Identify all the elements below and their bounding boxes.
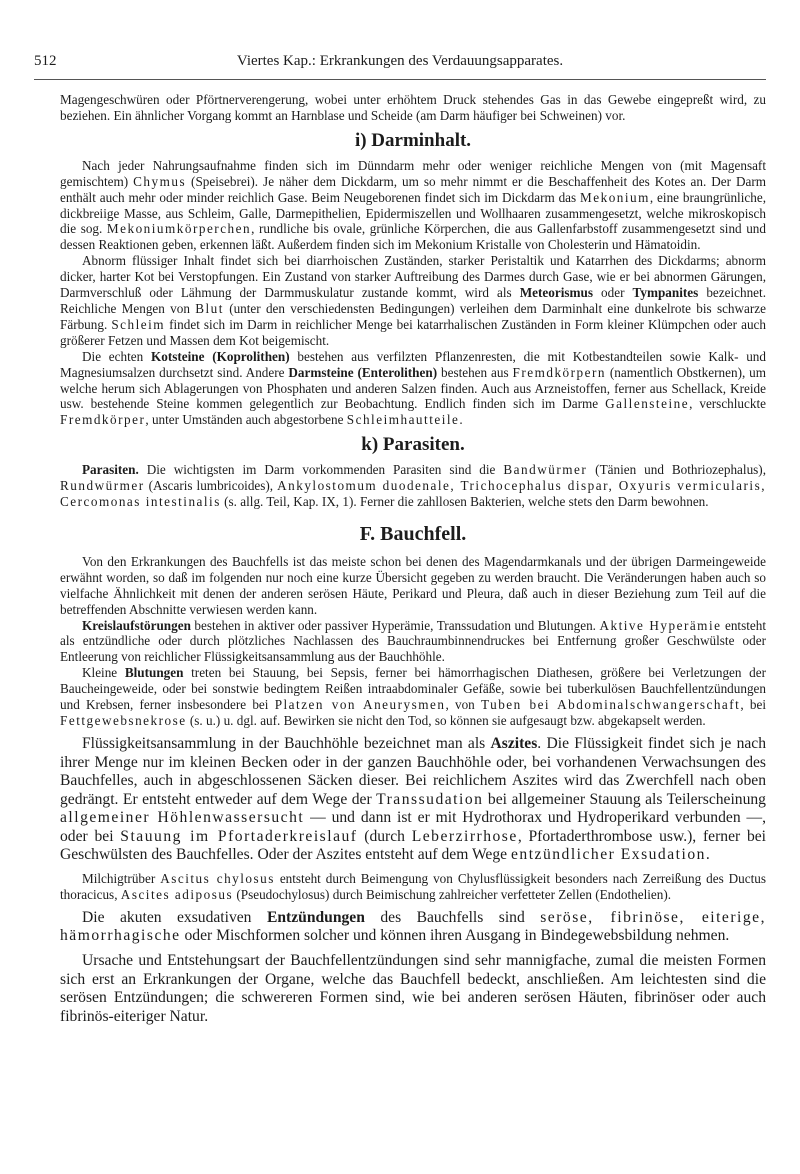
paragraph-abnorm: Abnorm flüssiger Inhalt findet sich bei diarrhoischen Zuständen, starker Peristaltik und Katarrhen des Dickdarms; abnorm dicker, harter Kot bei Verstopfungen. Ein Zustand von starker Auftreibung des Darmes durch Gase, wie er bei abnormen Gärungen, Darmverschluß oder Lähmung der Darmmuskulatur zustande kommt, wird als Meteorismus oder Tympanites bezeichnet. Reichliche Mengen von Blut (unter den verschiedensten Bedingungen) verleihen dem Darminhalt eine dunkelrote bis schwarze Färbung. Schleim findet sich im Darm in reichlicher Menge bei katarrhalischen Zuständen in Form kleiner Klümpchen oder auch größerer Fetzen und Massen dem Kot beigemischt.	[60, 253, 766, 348]
page-number: 512	[34, 53, 57, 69]
body-text	[60, 92, 766, 1026]
paragraph-chymus: Nach jeder Nahrungsaufnahme finden sich im Dünndarm mehr oder weniger reichliche Mengen von (mit Magensaft gemischtem) Chymus (Speisebrei). Je näher dem Dickdarm, um so mehr nimmt er die Beschaffenheit des Kotes an. Der Darm enthält auch mehr oder minder reichlich Gase. Beim Neugeborenen findet sich im Dickdarm das Mekonium, eine braungrünliche, dickbreiige Masse, aus Schleim, Galle, Darmepithelien, Epidermiszellen und Wollhaaren zusammengesetzt, welche mikroskopisch die sog. Mekoniumkörperchen, rundliche bis ovale, grünliche Körperchen, die aus Gallenfarbstoff zusammengesetzt sind und dessen Reaktionen geben, erkennen läßt. Außerdem finden sich im Mekonium Kristalle von Cholesterin und Hämatoidin.	[60, 157, 766, 253]
paragraph-ursache: Ursache und Entstehungsart der Bauchfellentzündungen sind sehr mannigfache, zumal die meisten Formen sich erst an Erkrankungen der Organe, welche das Bauchfell bedeckt, anschließen. Am leichtesten sind die serösen Entzündungen; die schwereren Formen sind, wie bei anderen serösen Häuten, fibrinöser oder auch fibrinös-eiteriger Natur.	[60, 952, 766, 1025]
paragraph-kreislauf: Kreislaufstörungen bestehen in aktiver oder passiver Hyperämie, Transsudation und Blutungen. Aktive Hyperämie entsteht als entzündliche oder durch plötzliches Nachlassen des Bauchraumbinnendruckes bei Entfernung großer Geschwülste oder Entleerung von reichlicher Flüssigkeitsansammlung aus der Bauchhöhle.	[60, 617, 766, 665]
paragraph-bauchfell-intro: Von den Erkrankungen des Bauchfells ist das meiste schon bei denen des Magendarmkanals und der übrigen Darmeingeweide erwähnt worden, so daß im folgenden nur noch eine kurze Übersicht gegeben zu werden braucht. Die Veränderungen haben auch so vielfache Ähnlichkeit mit denen der anderen serösen Häute, Perikard und Pleura, daß auch in dieser Beziehung zum Teil auf die betreffenden Abschnitte verwiesen werden kann.	[60, 553, 766, 617]
section-heading-darminhalt: i) Darminhalt.	[354, 129, 472, 151]
running-title: Viertes Kap.: Erkrankungen des Verdauungsapparates.	[236, 53, 564, 69]
paragraph-aszites: Flüssigkeitsansammlung in der Bauchhöhle bezeichnet man als Aszites. Die Flüssigkeit findet sich je nach ihrer Menge nur im kleinen Becken oder in der ganzen Bauchhöhle oder, bei vorhandenen Verwachsungen des Bauchfelles, auch in abgeschlossenen Säcken dieser. Bei reichlichem Aszites wird das Zwerchfell nach oben gedrängt. Er entsteht entweder auf dem Wege der Transsudation bei allgemeiner Stauung als Teilerscheinung allgemeiner Höhlenwassersucht — und dann ist er mit Hydrothorax und Hydroperikard verbunden —, oder bei Stauung im Pfortaderkreislauf (durch Leberzirrhose, Pfortaderthrombose usw.), ferner bei Geschwülsten des Bauchfelles. Oder der Aszites entsteht auf dem Wege entzündlicher Exsudation.	[60, 734, 767, 864]
paragraph-entzuendungen: Die akuten exsudativen Entzündungen des Bauchfells sind seröse, fibrinöse, eiterige, hämorrhagische oder Mischformen solcher und können ihren Ausgang in Bindegewebsbildung nehmen.	[60, 908, 766, 945]
running-head	[34, 53, 766, 73]
section-heading-parasiten: k) Parasiten.	[361, 434, 465, 456]
paragraph-chylosus: Milchigtrüber Ascitus chylosus entsteht durch Beimengung von Chylusflüssigkeit besonders nach Zerreißung des Ductus thoracicus, Ascites adiposus (Pseudochylosus) durch Beimischung zahlreicher verfetteter Zellen (Endothelien).	[60, 871, 767, 902]
paragraph-blutungen: Kleine Blutungen treten bei Stauung, bei Sepsis, ferner bei hämorrhagischen Diathesen, größere bei Verletzungen der Baucheingeweide, oder bei sonstwie bedingtem Reißen intraabdominaler Gefäße, sowie bei tuberkulösen Bauchfellentzündungen und Krebsen, ferner insbesondere bei Platzen von Aneurysmen, von Tuben bei Abdominalschwangerschaft, bei Fettgewebsnekrose (s. u.) u. dgl. auf. Bewirken sie nicht den Tod, so können sie aufgesaugt bzw. abgekapselt werden.	[60, 665, 766, 728]
header-rule	[34, 79, 766, 80]
chapter-heading-bauchfell: F. Bauchfell.	[359, 522, 467, 545]
paragraph-kotsteine: Die echten Kotsteine (Koprolithen) bestehen aus verfilzten Pflanzenresten, die mit Kotbestandteilen sowie Kalk- und Magnesiumsalzen durchsetzt sind. Andere Darmsteine (Enterolithen) bestehen aus Fremdkörpern (namentlich Obstkernen), um welche herum sich Ablagerungen von Phosphaten und anderen Salzen finden. Auch aus Arzneistoffen, ferner aus Schellack, Kreide usw. bestehende Steine kommen gelegentlich zur Beobachtung. Endlich finden sich im Darme Gallensteine, verschluckte Fremdkörper, unter Umständen auch abgestorbene Schleimhautteile.	[60, 348, 767, 428]
intro-paragraph: Magengeschwüren oder Pförtnerverengerung, wobei unter erhöhtem Druck stehendes Gas in das Gewebe eingepreßt wird, zu beziehen. Ein ähnlicher Vorgang kommt an Harnblase und Scheide (am Darm häufiger bei Schweinen) vor.	[60, 92, 766, 123]
paragraph-parasiten: Parasiten. Die wichtigsten im Darm vorkommenden Parasiten sind die Bandwürmer (Tänien und Bothriozephalus), Rundwürmer (Ascaris lumbricoides), Ankylostomum duodenale, Trichocephalus dispar, Oxyuris vermicularis, Cercomonas intestinalis (s. allg. Teil, Kap. IX, 1). Ferner die zahllosen Bakterien, welche stets den Darm bewohnen.	[60, 462, 766, 510]
